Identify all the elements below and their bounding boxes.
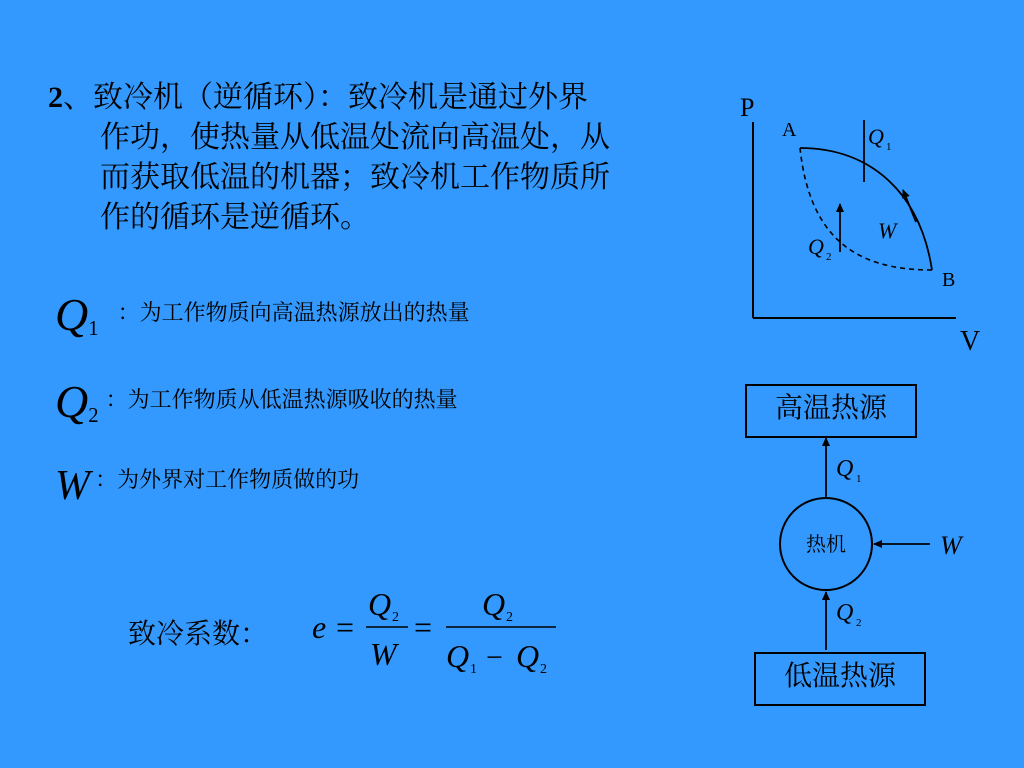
formula-numerator2-sub: 2 — [506, 610, 513, 625]
definition-q2 — [55, 375, 458, 428]
definition-q2-text: ：为工作物质从低温热源吸收的热量 — [105, 388, 458, 413]
formula-denominator-q1: Q — [446, 638, 470, 674]
engine-q2-symbol: Q — [836, 600, 854, 626]
formula-denominator-q2: Q — [516, 638, 540, 674]
coefficient-label: 致冷系数： — [128, 617, 269, 650]
engine-diagram — [740, 436, 1024, 652]
symbol-w: W — [55, 463, 90, 509]
cold-source-box: 低温热源 — [754, 652, 926, 706]
engine-label: 热机 — [806, 534, 846, 556]
pv-q1-symbol: Q — [868, 124, 884, 149]
pv-w-symbol: W — [878, 218, 897, 243]
formula-e: e — [312, 609, 327, 645]
heading-line-1: 、致冷机（逆循环）：致冷机是通过外界 — [63, 80, 588, 115]
formula-denominator-sub1: 1 — [470, 662, 477, 677]
definition-q1 — [55, 288, 470, 341]
engine-q2-sub: 2 — [856, 617, 862, 629]
symbol-q1: $Q_1$ — [55, 289, 99, 341]
formula-equals-2: = — [414, 609, 433, 645]
definition-q1-text: ：为工作物质向高温热源放出的热量 — [117, 301, 470, 326]
formula-numerator-sub: 2 — [392, 610, 399, 625]
axis-v-label: V — [960, 326, 981, 357]
definition-w — [55, 462, 359, 510]
coefficient-formula — [300, 575, 570, 685]
formula-equals-1: = — [336, 609, 355, 645]
pv-q1-sub: 1 — [886, 141, 892, 153]
formula-numerator2-q: Q — [482, 586, 506, 622]
point-a-label: A — [782, 119, 797, 141]
heading-paragraph — [48, 78, 688, 238]
pv-diagram — [720, 82, 1020, 362]
heading-number: 2 — [48, 81, 63, 114]
formula-denominator-sub2: 2 — [540, 662, 547, 677]
definition-w-text: ：为外界对工作物质做的功 — [95, 468, 360, 493]
symbol-q2: $Q_2$ — [55, 376, 99, 428]
axis-p-label: P — [740, 93, 755, 122]
engine-q1-sub: 1 — [856, 473, 862, 485]
pv-q2-symbol: Q — [808, 234, 824, 259]
pv-q2-sub: 2 — [826, 251, 832, 263]
formula-denominator-w: W — [370, 636, 397, 672]
engine-w-symbol: W — [940, 531, 962, 560]
engine-q1-symbol: Q — [836, 456, 854, 482]
heading-line-3: 而获取低温的机器；致冷机工作物质所 — [100, 160, 610, 195]
heading-line-2: 作功，使热量从低温处流向高温处，从 — [100, 120, 610, 155]
formula-minus: − — [486, 641, 503, 674]
hot-source-box: 高温热源 — [745, 384, 917, 438]
heading-line-4: 作的循环是逆循环。 — [100, 200, 370, 235]
formula-numerator-q: Q — [368, 586, 392, 622]
point-b-label: B — [942, 269, 956, 291]
cycle-direction-arrow — [903, 190, 916, 222]
